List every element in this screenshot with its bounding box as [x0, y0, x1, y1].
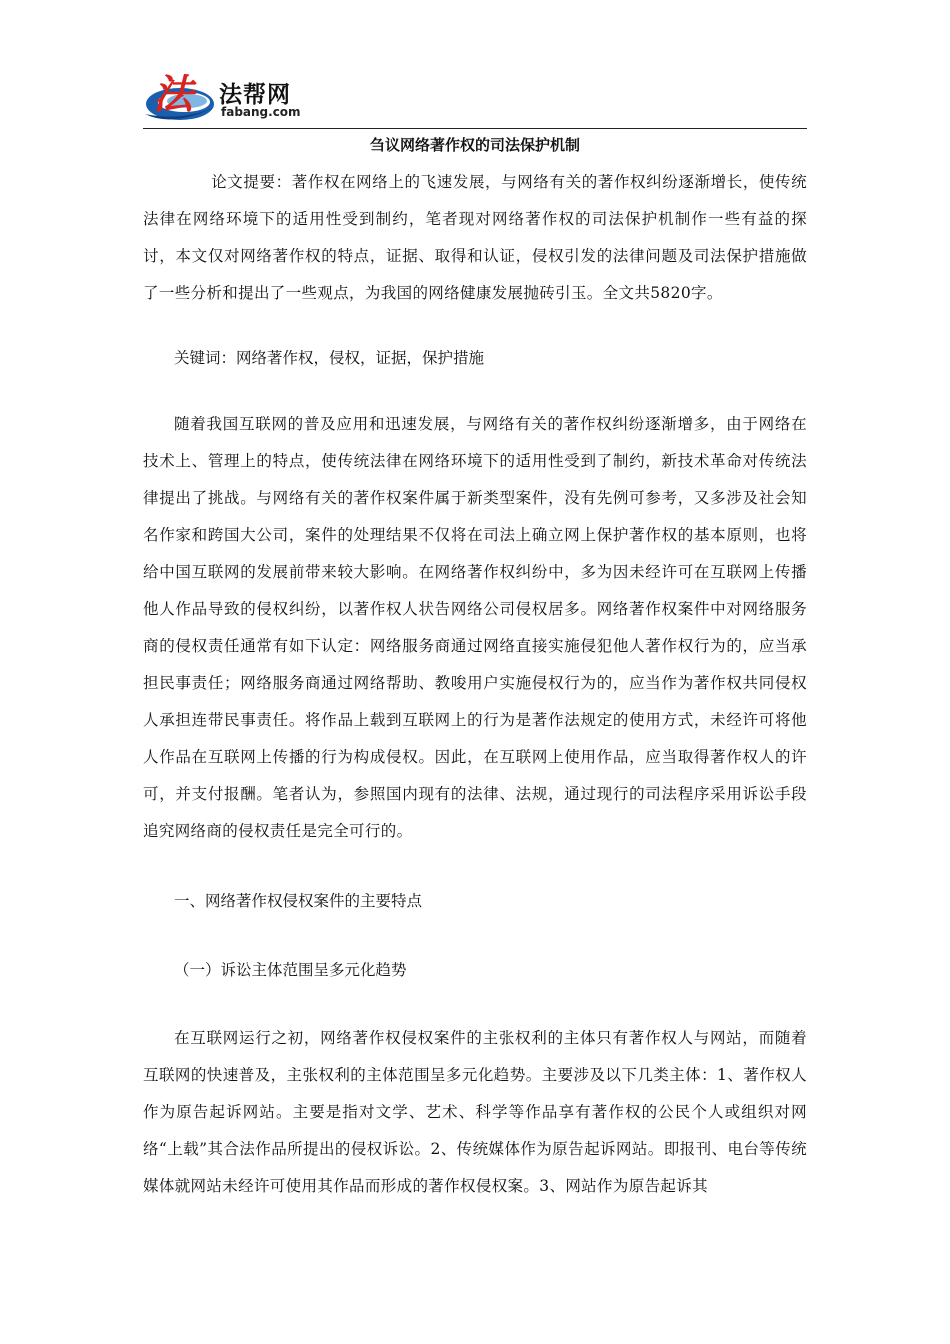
logo-name: 法帮网: [219, 82, 291, 108]
site-header: [143, 66, 807, 128]
subsection-heading-1: （一）诉讼主体范围呈多元化趋势: [174, 961, 407, 979]
document-title: 刍议网络著作权的司法保护机制: [369, 136, 580, 154]
section-heading-1: 一、网络著作权侵权案件的主要特点: [174, 892, 423, 910]
svg-text:法: 法: [153, 71, 193, 118]
body-paragraph-1: 随着我国互联网的普及应用和迅速发展，与网络有关的著作权纠纷逐渐增多，由于网络在技术上、管理上的特点，使传统法律在网络环境下的适用性受到了制约，新技术革命对传统法律提出了挑战。与网络有关的著作权案件属于新类型案件，没有先例可参考，又多涉及社会知名作家和跨国大公司，案件的处理结果不仅将在司法上确立网上保护著作权的基本原则，也将给中国互联网的发展前带来较大影响。在网络著作权纠纷中，多为因未经许可在互联网上传播他人作品导致的侵权纠纷，以著作权人状告网络公司侵权居多。网络著作权案件中对网络服务商的侵权责任通常有如下认定：网络服务商通过网络直接实施侵犯他人著作权行为的，应当承担民事责任；网络服务商通过网络帮助、教唆用户实施侵权行为的，应当作为著作权共同侵权人承担连带民事责任。将作品上载到互联网上的行为是著作法规定的使用方式，未经许可将他人作品在互联网上传播的行为构成侵权。因此，在互联网上使用作品，应当取得著作权人的许可，并支付报酬。笔者认为，参照国内现有的法律、法规，通过现行的司法程序采用诉讼手段追究网络商的侵权责任是完全可行的。: [143, 415, 807, 840]
site-logo[interactable]: [143, 66, 318, 128]
abstract-paragraph: 论文提要：著作权在网络上的飞速发展，与网络有关的著作权纠纷逐渐增长，使传统法律在网络环境下的适用性受到制约，笔者现对网络著作权的司法保护机制作一些有益的探讨，本文仅对网络著作权的特点，证据、取得和认证，侵权引发的法律问题及司法保护措施做了一些分析和提出了一些观点，为我国的网络健康发展抛砖引玉。全文共5820字。: [143, 173, 807, 302]
logo-mark-icon: [143, 66, 221, 128]
body-paragraph-2: 在互联网运行之初，网络著作权侵权案件的主张权利的主体只有著作权人与网站，而随着互联网的快速普及，主张权利的主体范围呈多元化趋势。主要涉及以下几类主体：1、著作权人作为原告起诉网站。主要是指对文学、艺术、科学等作品享有著作权的公民个人或组织对网络“上载”其合法作品所提出的侵权诉讼。2、传统媒体作为原告起诉网站。即报刊、电台等传统媒体就网站未经许可使用其作品而形成的著作权侵权案。3、网站作为原告起诉其: [143, 1029, 807, 1195]
header-divider: [143, 128, 807, 129]
logo-domain: fabang.com: [221, 105, 301, 119]
keywords-line: 关键词：网络著作权，侵权，证据，保护措施: [174, 349, 485, 367]
